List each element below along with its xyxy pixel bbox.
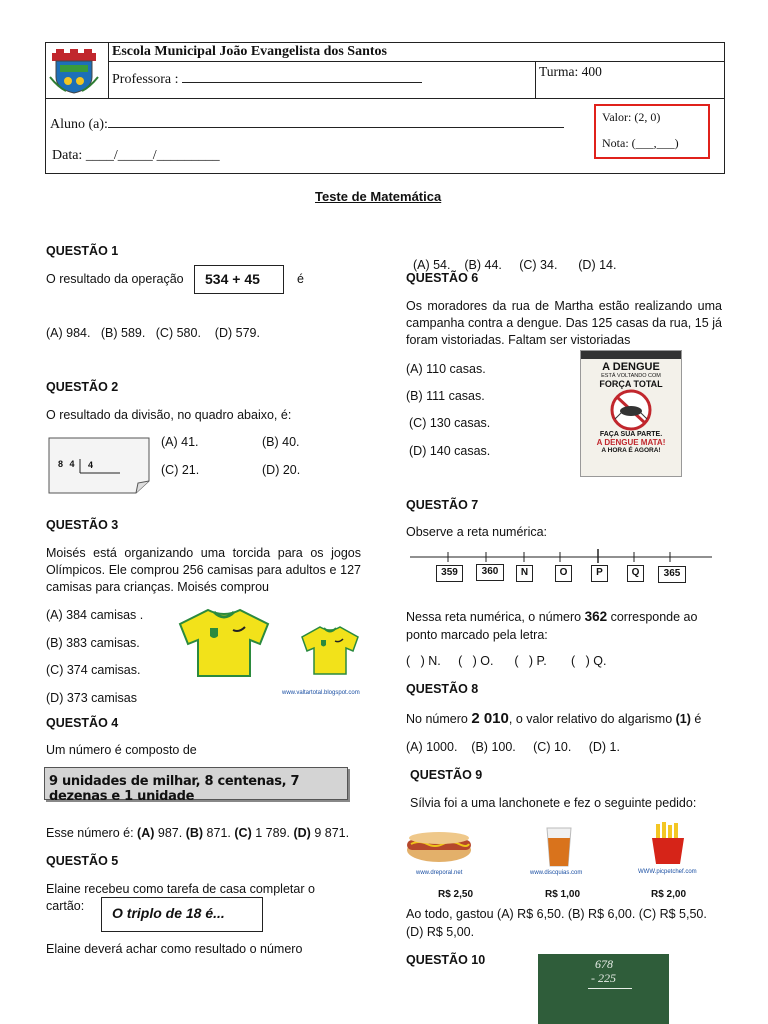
header-divider <box>46 98 725 99</box>
date-label-text: Data: <box>52 148 83 163</box>
q10-chalkboard <box>538 954 669 1024</box>
q6-opt-d[interactable]: (D) 140 casas. <box>409 444 491 458</box>
teacher-label-text: Professora : <box>112 72 179 87</box>
number-line-label: 359 <box>436 565 463 582</box>
q4-answers <box>46 826 349 840</box>
q8-number: 2 010 <box>471 710 509 727</box>
q3-opt-b[interactable]: (B) 383 camisas. <box>46 636 140 650</box>
grade-label[interactable]: Nota: (___,___) <box>602 136 679 150</box>
q9-answer-line-2[interactable]: (D) R$ 5,00. <box>406 925 475 939</box>
number-line-label: P <box>591 565 608 582</box>
q1-text: O resultado da operação <box>46 272 184 286</box>
q6-opt-b[interactable]: (B) 111 casas. <box>406 389 485 403</box>
q9-title: QUESTÃO 9 <box>410 768 483 782</box>
juice-credit: www.discquias.com <box>530 870 583 876</box>
school-crest-image <box>48 47 100 95</box>
q7-question <box>406 608 722 644</box>
q4-answer-prefix: Esse número é: <box>46 826 134 840</box>
teacher-name-field[interactable] <box>182 71 422 83</box>
school-name: Escola Municipal João Evangelista dos Santos <box>112 44 387 59</box>
q2-title: QUESTÃO 2 <box>46 380 119 394</box>
class-label: Turma: 400 <box>539 64 602 79</box>
q4-opt-c-letter[interactable]: (C) <box>234 826 252 840</box>
q4-number-description: 9 unidades de milhar, 8 centenas, 7 dezenas e 1 unidade <box>44 767 348 800</box>
q9-answer-line-1[interactable]: Ao todo, gastou (A) R$ 6,50. (B) R$ 6,00. (C) R$ 5,50. <box>406 907 707 921</box>
q4-opt-b-letter[interactable]: (B) <box>185 826 204 840</box>
dengue-poster-image <box>580 350 682 477</box>
date-field[interactable]: ____/_____/_________ <box>85 148 220 163</box>
q4-opt-b-value[interactable]: 871. <box>206 826 231 840</box>
child-shirt-image <box>300 624 360 676</box>
header-divider <box>108 61 725 62</box>
q2-opt-b[interactable]: (B) 40. <box>262 435 300 449</box>
q6-opt-a[interactable]: (A) 110 casas. <box>406 362 486 376</box>
q1-suffix: é <box>297 272 304 286</box>
q8-text-post: é <box>694 712 702 726</box>
poster-headline: A DENGUE <box>602 361 660 373</box>
q2-divisor: 4 <box>88 460 94 470</box>
q4-opt-c-value[interactable]: 1 789. <box>255 826 290 840</box>
q3-image-credit: www.valtartotal.blogspot.com <box>282 690 360 696</box>
q10-sum-line <box>588 988 632 989</box>
number-line-label: 360 <box>476 564 504 581</box>
poster-subline: ESTÁ VOLTANDO COM <box>601 373 661 379</box>
q7-question-number: 362 <box>584 609 608 624</box>
q2-text: O resultado da divisão, no quadro abaixo, é: <box>46 408 292 422</box>
q10-bottom-number: - 225 <box>591 971 616 985</box>
q1-options[interactable]: (A) 984. (B) 589. (C) 580. (D) 579. <box>46 326 260 340</box>
juice-cup-image <box>544 826 574 868</box>
q3-text: Moisés está organizando uma torcida para os jogos Olímpicos. Ele comprou 256 camisas para adultos e 127 camisas para crianças. Moisés comprou <box>46 546 361 594</box>
q5-text-3: Elaine deverá achar como resultado o número <box>46 942 303 956</box>
q5-options[interactable] <box>406 244 616 272</box>
q1-operation-box: 534 + 45 <box>194 265 284 294</box>
hotdog-image <box>405 826 473 866</box>
q8-options[interactable]: (A) 1000. (B) 100. (C) 10. (D) 1. <box>406 740 620 754</box>
q8-text-pre: No número <box>406 712 468 726</box>
q2-opt-c[interactable]: (C) 21. <box>161 463 200 477</box>
poster-force: FORÇA TOTAL <box>599 379 663 389</box>
teacher-label <box>112 71 422 88</box>
q3-opt-a[interactable]: (A) 384 camisas . <box>46 608 144 622</box>
adult-shirt-image <box>178 606 270 678</box>
student-label <box>50 116 564 133</box>
q8-title: QUESTÃO 8 <box>406 682 479 696</box>
q10-title: QUESTÃO 10 <box>406 953 486 967</box>
number-line-label: 365 <box>658 566 686 583</box>
page-title: Teste de Matemática <box>315 189 442 204</box>
q4-opt-a-letter[interactable]: (A) <box>137 826 155 840</box>
q4-opt-d-value[interactable]: 9 871. <box>314 826 350 840</box>
q3-opt-c[interactable]: (C) 374 camisas. <box>46 663 141 677</box>
q5-text-2: cartão: <box>46 899 85 913</box>
number-line-label: O <box>555 565 572 582</box>
q4-title: QUESTÃO 4 <box>46 716 119 730</box>
student-name-field[interactable] <box>108 116 564 128</box>
juice-price: R$ 1,00 <box>545 889 581 900</box>
fries-credit: WWW.picpetchef.com <box>638 869 697 875</box>
poster-bottom-2: A DENGUE MATA! <box>596 438 666 447</box>
number-line-label: Q <box>627 565 644 582</box>
poster-bottom-3: A HORA É AGORA! <box>601 447 661 454</box>
q4-opt-d-letter[interactable]: (D) <box>293 826 311 840</box>
fries-price: R$ 2,00 <box>651 889 687 900</box>
q7-options[interactable]: ( ) N. ( ) O. ( ) P. ( ) Q. <box>406 654 607 668</box>
q5-title: QUESTÃO 5 <box>46 854 119 868</box>
q6-text: Os moradores da rua de Martha estão realizando uma campanha contra a dengue. Das 125 casas da rua, 15 já foram vistoriadas. Faltam ser vistoriadas <box>406 299 722 347</box>
q10-top-number: 678 <box>595 957 613 971</box>
q7-text: Observe a reta numérica: <box>406 525 548 539</box>
q7-question-post: corresponde ao ponto marcado pela letra: <box>406 610 698 642</box>
poster-bottom-1: FAÇA SUA PARTE. <box>599 431 663 438</box>
value-label: Valor: (2, 0) <box>602 110 661 124</box>
date-label <box>52 148 220 164</box>
q5-options-text[interactable]: (A) 54. (B) 44. (C) 34. (D) 14. <box>412 258 617 272</box>
q6-opt-c[interactable]: (C) 130 casas. <box>409 416 491 430</box>
q3-opt-d[interactable]: (D) 373 camisas <box>46 691 137 705</box>
q8-text <box>406 710 701 727</box>
q9-text: Sílvia foi a uma lanchonete e fez o seguinte pedido: <box>410 796 697 810</box>
fries-image <box>647 822 689 864</box>
q5-text-1: Elaine recebeu como tarefa de casa completar o <box>46 882 315 896</box>
q7-title: QUESTÃO 7 <box>406 498 479 512</box>
q7-question-pre: Nessa reta numérica, o número <box>406 610 582 624</box>
header-divider <box>535 61 536 98</box>
q8-digit: (1) <box>675 712 691 726</box>
q6-title: QUESTÃO 6 <box>406 271 479 285</box>
q2-dividend: 8 4 <box>58 459 77 469</box>
hotdog-price: R$ 2,50 <box>438 889 474 900</box>
q2-opt-a[interactable]: (A) 41. <box>161 435 199 449</box>
q8-text-mid: , o valor relativo do algarismo <box>508 712 673 726</box>
hotdog-credit: www.dreporal.net <box>416 870 463 876</box>
q4-text: Um número é composto de <box>46 743 197 757</box>
student-label-text: Aluno (a): <box>50 117 108 132</box>
q5-card: O triplo de 18 é... <box>101 897 263 932</box>
q1-title: QUESTÃO 1 <box>46 244 119 258</box>
q2-opt-d[interactable]: (D) 20. <box>262 463 301 477</box>
q3-title: QUESTÃO 3 <box>46 518 119 532</box>
number-line-label: N <box>516 565 533 582</box>
header-divider <box>108 43 109 98</box>
q4-opt-a-value[interactable]: 987. <box>157 826 183 840</box>
